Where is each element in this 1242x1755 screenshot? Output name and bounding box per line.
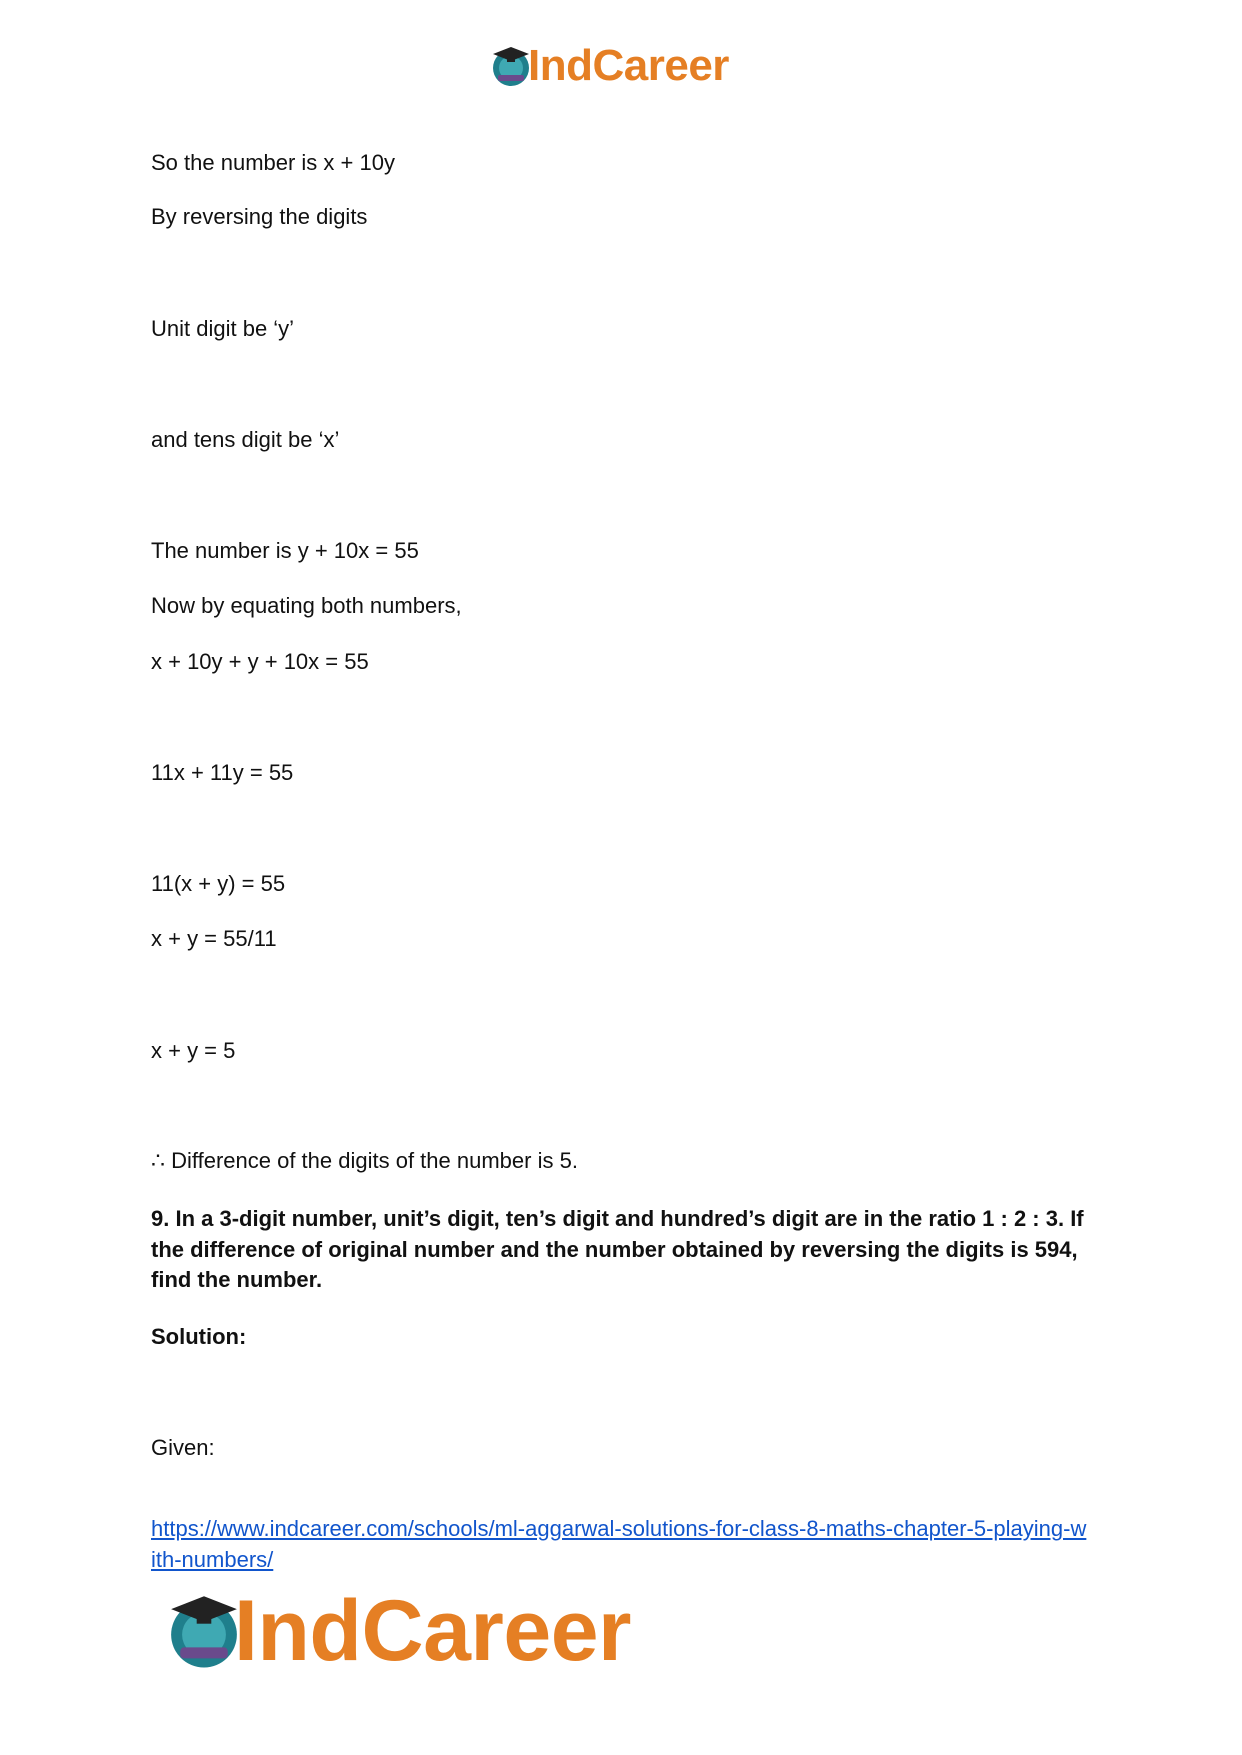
- conclusion-line: ∴ Difference of the digits of the number is 5.: [151, 1148, 578, 1173]
- header-logo: [488, 40, 729, 92]
- text-line: Now by equating both numbers,: [151, 593, 462, 618]
- text-line: x + y = 5: [151, 1038, 236, 1063]
- text-line: By reversing the digits: [151, 204, 368, 229]
- question-9: 9. In a 3-digit number, unit’s digit, ten’s digit and hundred’s digit are in the ratio 1 : 2 : 3. If the difference of original number and the number obtained by reversing the digits is 594, find the number.: [151, 1206, 1084, 1292]
- text-line: x + 10y + y + 10x = 55: [151, 649, 369, 674]
- text-line: Unit digit be ‘y’: [151, 316, 295, 341]
- text-line: So the number is x + 10y: [151, 150, 395, 175]
- source-link[interactable]: https://www.indcareer.com/schools/ml-aggarwal-solutions-for-class-8-maths-chapter-5-playing-with-numbers/: [151, 1516, 1087, 1572]
- solution-label: Solution:: [151, 1324, 247, 1349]
- text-line: 11x + 11y = 55: [151, 760, 294, 785]
- footer-logo: [162, 1582, 631, 1679]
- text-line: 11(x + y) = 55: [151, 871, 286, 896]
- text-line: and tens digit be ‘x’: [151, 427, 340, 452]
- footer-logo-text: IndCareer: [234, 1582, 631, 1679]
- text-line: The number is y + 10x = 55: [151, 538, 419, 563]
- header-logo-text: IndCareer: [528, 41, 729, 90]
- text-line: x + y = 55/11: [151, 926, 277, 951]
- given-label: Given:: [151, 1435, 215, 1460]
